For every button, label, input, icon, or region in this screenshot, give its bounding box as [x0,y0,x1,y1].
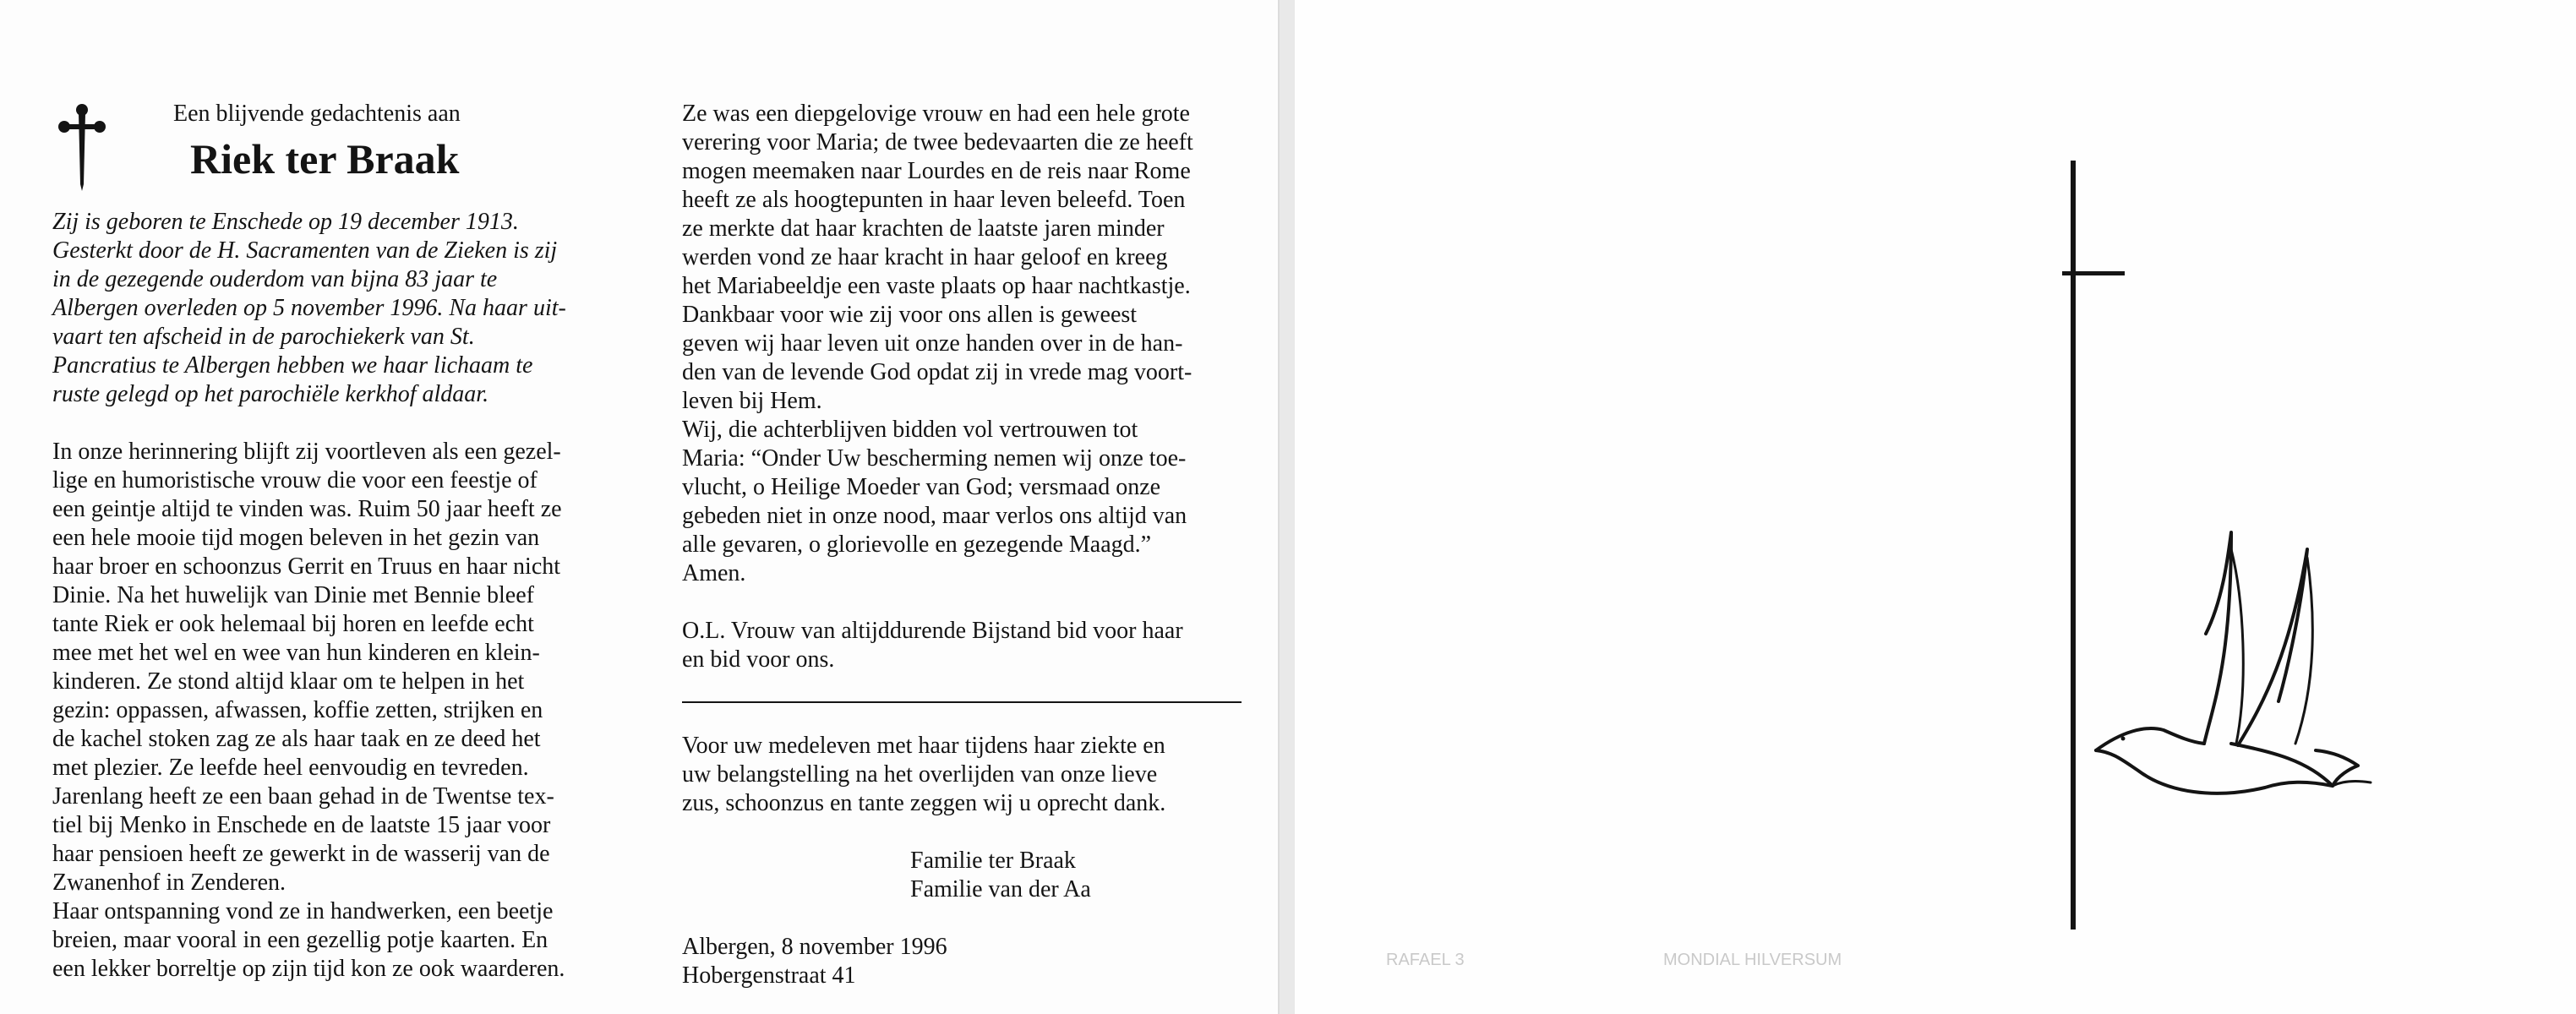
dove-icon [2096,532,2371,793]
thanks-line: Voor uw medeleven met haar tijdens haar ziekte en [682,733,1165,759]
signature-family-ter-braak: Familie ter Braak [910,848,1076,874]
memory-line: een hele mooie tijd mogen beleven in het gezin van [52,525,540,551]
printer-mark: MONDIAL HILVERSUM [1663,951,1842,969]
faith-line: vlucht, o Heilige Moeder van God; versmaad onze [682,474,1161,500]
faith-line: mogen meemaken naar Lourdes en de reis naar Rome [682,158,1191,184]
intro-line: Gesterkt door de H. Sacramenten van de Zieken is zij [52,237,558,264]
cross-icon [52,100,112,193]
memory-line: Jarenlang heeft ze een baan gehad in de Twentse tex- [52,783,554,810]
printer-mark: RAFAEL 3 [1386,951,1465,969]
memory-line: mee met het wel en wee van hun kinderen en klein- [52,640,540,666]
intro-line: ruste gelegd op het parochiële kerkhof aldaar. [52,381,489,407]
faith-line: Ze was een diepgelovige vrouw en had een hele grote [682,101,1190,127]
faith-line: leven bij Hem. [682,388,822,414]
faith-line: heeft ze als hoogtepunten in haar leven beleefd. Toen [682,187,1186,213]
faith-line: werden vond ze haar kracht in haar geloof en kreeg [682,244,1168,270]
memory-line: een lekker borreltje op zijn tijd kon ze ook waarderen. [52,956,565,982]
memory-line: In onze herinnering blijft zij voortleven als een gezel- [52,439,561,465]
faith-line: het Mariabeeldje een vaste plaats op haar nachtkastje. [682,273,1191,299]
faith-line: geven wij haar leven uit onze handen over in de han- [682,330,1183,357]
memory-line: kinderen. Ze stond altijd klaar om te helpen in het [52,668,525,695]
faith-line: verering voor Maria; de twee bedevaarten die ze heeft [682,129,1193,155]
inner-spread [0,0,1278,1014]
intro-line: vaart ten afscheid in de parochiekerk van St. [52,324,475,350]
cross-icon [2062,161,2125,930]
memory-line: Haar ontspanning vond ze in handwerken, een beetje [52,898,554,924]
faith-line: Dankbaar voor wie zij voor ons allen is geweest [682,302,1138,328]
faith-line: gebeden niet in onze nood, maar verlos ons altijd van [682,503,1187,529]
intro-line: in de gezegende ouderdom van bijna 83 jaar te [52,266,498,292]
memory-line: haar broer en schoonzus Gerrit en Truus en haar nicht [52,553,561,580]
left-column [52,208,614,984]
memory-line: haar pensioen heeft ze gewerkt in de wasserij van de [52,841,550,867]
faith-line: Wij, die achterblijven bidden vol vertrouwen tot [682,417,1138,443]
place-date: Albergen, 8 november 1996 [682,934,947,960]
thanks-line: zus, schoonzus en tante zeggen wij u oprecht dank. [682,790,1166,816]
memory-line: Zwanenhof in Zenderen. [52,870,286,896]
fold-shadow [1278,0,1280,1014]
memory-line: een geintje altijd te vinden was. Ruim 50 jaar heeft ze [52,496,562,522]
thanks-line: uw belangstelling na het overlijden van onze lieve [682,761,1158,788]
divider [682,701,1242,703]
memory-line: gezin: oppassen, afwassen, koffie zetten, strijken en [52,697,543,723]
memory-line: Dinie. Na het huwelijk van Dinie met Bennie bleef [52,582,534,608]
prayer-line: O.L. Vrouw van altijddurende Bijstand bid voor haar [682,618,1183,644]
faith-line: Maria: “Onder Uw bescherming nemen wij onze toe- [682,445,1187,472]
faith-line: den van de levende God opdat zij in vrede mag voort- [682,359,1192,385]
memory-line: breien, maar vooral in een gezellig potje kaarten. En [52,927,548,953]
prayer-line: en bid voor ons. [682,646,835,673]
signature-family-van-der-aa: Familie van der Aa [910,876,1091,902]
address: Hobergenstraat 41 [682,962,856,989]
memorial-heading: Een blijvende gedachtenis aan [173,101,461,127]
memory-line: tiel bij Menko in Enschede en de laatste 15 jaar voor [52,812,551,838]
deceased-name: Riek ter Braak [190,135,460,183]
right-column [682,100,1242,990]
cover-artwork [2062,161,2400,938]
memory-line: tante Riek er ook helemaal bij horen en leefde echt [52,611,534,637]
intro-line: Zij is geboren te Enschede op 19 december 1913. [52,209,519,235]
memory-line: de kachel stoken zag ze als haar taak en ze deed het [52,726,541,752]
faith-line: alle gevaren, o glorievolle en gezegende Maagd.” [682,532,1152,558]
memory-line: lige en humoristische vrouw die voor een feestje of [52,467,538,493]
intro-line: Pancratius te Albergen hebben we haar lichaam te [52,352,533,379]
memory-line: met plezier. Ze leefde heel eenvoudig en tevreden. [52,755,529,781]
faith-line: ze merkte dat haar krachten de laatste jaren minder [682,215,1165,242]
faith-line: Amen. [682,560,746,586]
intro-line: Albergen overleden op 5 november 1996. Na haar uit- [52,295,566,321]
